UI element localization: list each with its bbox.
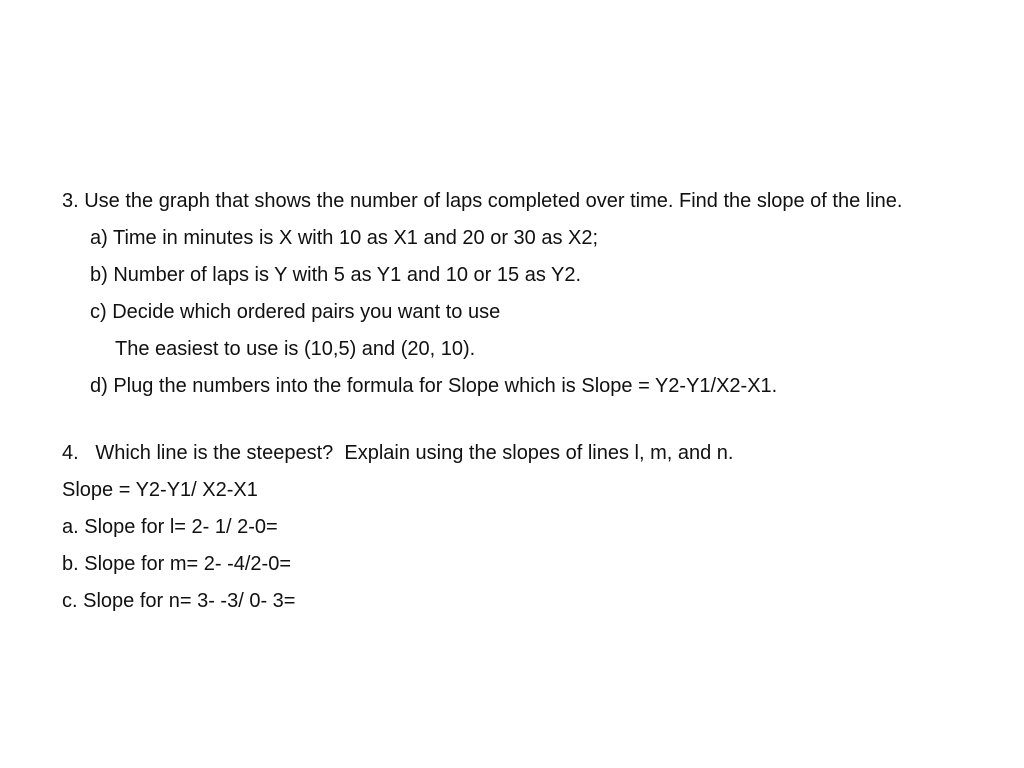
problem-3-part-b: b) Number of laps is Y with 5 as Y1 and 10 or 15 as Y2. [90, 264, 582, 286]
problem-4-part-a: a. Slope for l= 2- 1/ 2-0= [62, 516, 278, 538]
problem-3-part-d: d) Plug the numbers into the formula for Slope which is Slope = Y2-Y1/X2-X1. [90, 375, 778, 397]
slide-content [62, 186, 962, 616]
problem-4-formula: Slope = Y2-Y1/ X2-X1 [62, 479, 258, 501]
problem-3-part-c: c) Decide which ordered pairs you want to use [90, 301, 501, 323]
problem-4-part-b: b. Slope for m= 2- -4/2-0= [62, 553, 292, 575]
problem-3-part-c-note: The easiest to use is (10,5) and (20, 10). [115, 338, 476, 360]
problem-4-part-c: c. Slope for n= 3- -3/ 0- 3= [62, 590, 296, 612]
problem-4-stem: 4. Which line is the steepest? Explain using the slopes of lines l, m, and n. [62, 442, 734, 464]
problem-3-part-a: a) Time in minutes is X with 10 as X1 and 20 or 30 as X2; [90, 227, 599, 249]
problem-3-stem: 3. Use the graph that shows the number of laps completed over time. Find the slope of the line. [62, 190, 903, 212]
